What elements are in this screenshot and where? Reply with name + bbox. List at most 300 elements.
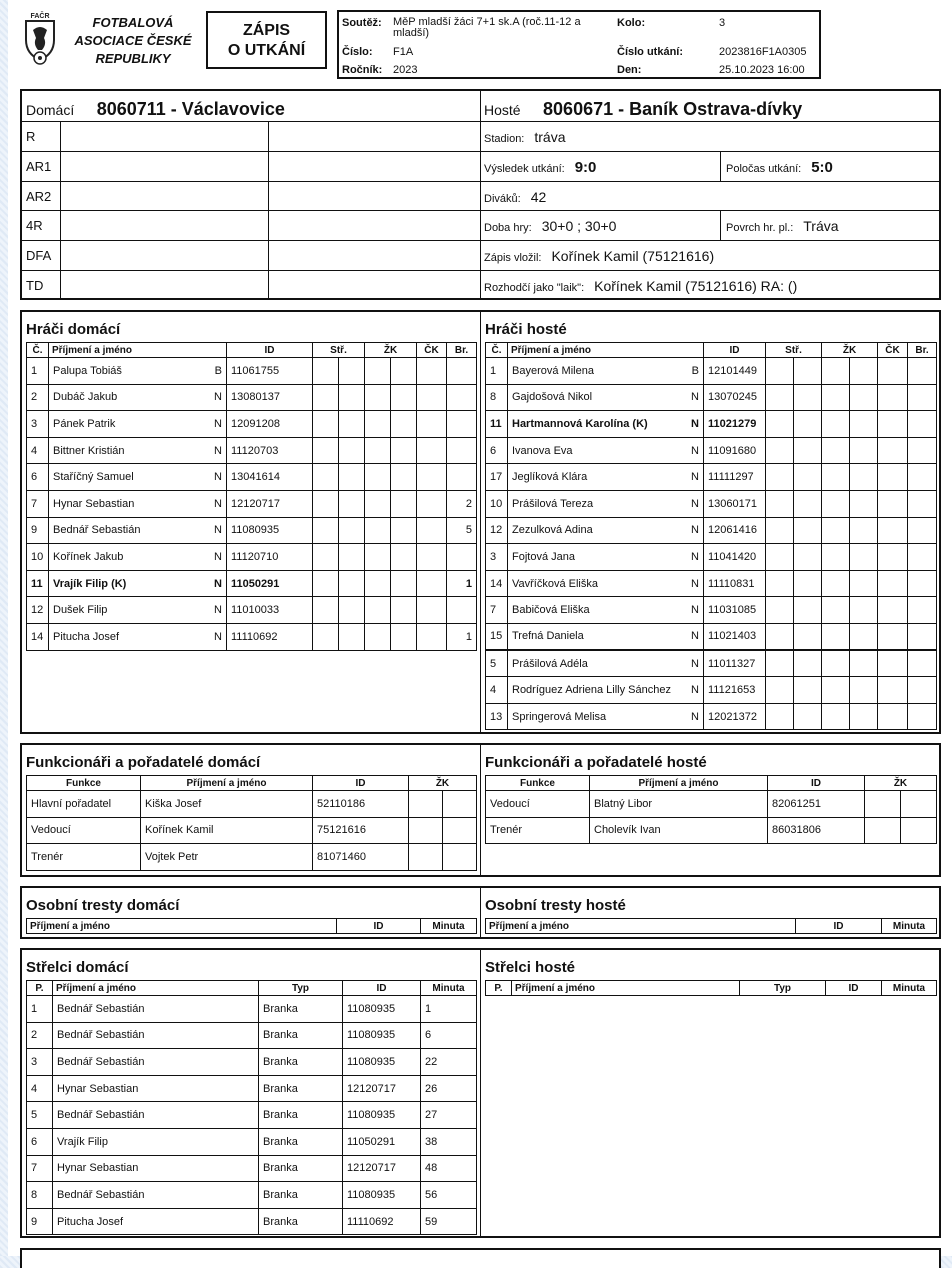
player-type: B [214,364,222,377]
scorer-minute: 1 [421,996,477,1023]
players-box [20,310,941,734]
empty-cell [794,437,822,464]
home-players-table: Č. Příjmení a jméno ID Stř. ŽK ČK Br. 1 Palupa Tobiáš B 11061755 2 Dubáč Jakub N 13080137 3 Pánek Patrik N 12091208 4 Bittner Kristián N 11120703 6 Staříčný Samuel N 13041614 7 Hynar Sebastian N 12120717 2 9 Bednář Sebastián N 11080935 5 10 Kořínek Jakub N 11120710 11 Vrajík Filip (K) N 11050291 1 12 Dušek Filip N 11010033 14 Pitucha Josef N 11110692 1 [26,342,477,651]
player-id: 12101449 [704,358,766,385]
scorer-type: Branka [259,1049,343,1076]
player-id: 11110831 [704,570,766,597]
player-row [486,703,937,730]
player-id: 11050291 [227,570,313,597]
scorer-id: 11050291 [343,1128,421,1155]
player-goals [447,384,477,411]
player-goals [908,650,937,677]
player-name-cell [508,703,704,730]
empty-cell [365,411,391,438]
player-type: N [691,657,699,670]
empty-cell [365,384,391,411]
player-row [486,411,937,438]
player-name: Jeglíková Klára [512,471,588,484]
stadium-value: tráva [534,129,566,145]
empty-cell [417,490,447,517]
player-row [27,464,477,491]
player-name: Prášilová Adéla [512,657,588,670]
empty-cell [794,384,822,411]
staff-id: 82061251 [768,791,865,818]
player-type: N [214,524,222,537]
scorer-minute: 22 [421,1049,477,1076]
empty-cell [766,437,794,464]
empty-cell [391,623,417,650]
player-row [486,384,937,411]
player-name-cell [49,623,227,650]
home-label: Domácí [26,102,75,118]
empty-cell [850,597,878,624]
empty-cell [822,623,850,650]
player-id: 11021403 [704,623,766,650]
empty-cell [766,623,794,650]
spectators-value: 42 [530,189,547,205]
empty-cell [391,411,417,438]
empty-cell [794,597,822,624]
player-number: 4 [27,437,49,464]
empty-cell [313,623,339,650]
empty-cell [313,544,339,571]
empty-cell [850,570,878,597]
player-goals [908,411,937,438]
empty-cell [865,817,901,844]
empty-cell [339,570,365,597]
scorer-id: 12120717 [343,1075,421,1102]
empty-cell [313,490,339,517]
empty-cell [365,597,391,624]
player-id: 13041614 [227,464,313,491]
svg-text:FAČR: FAČR [30,13,50,20]
player-name: Dušek Filip [53,604,108,617]
player-number: 14 [27,623,49,650]
player-id: 11091680 [704,437,766,464]
empty-cell [766,570,794,597]
empty-cell [850,544,878,571]
empty-cell [850,703,878,730]
scorer-minute: 38 [421,1128,477,1155]
scorer-row [27,1075,477,1102]
empty-cell [878,597,908,624]
empty-cell [417,464,447,491]
scorer-row [27,1182,477,1209]
player-id: 11120703 [227,437,313,464]
player-number: 11 [27,570,49,597]
empty-cell [850,384,878,411]
player-id: 11011327 [704,650,766,677]
empty-cell [822,703,850,730]
empty-cell [365,437,391,464]
player-name-cell [508,464,704,491]
empty-cell [878,703,908,730]
empty-cell [339,490,365,517]
player-id: 11121653 [704,677,766,704]
empty-cell [794,623,822,650]
player-name: Hynar Sebastian [53,497,135,510]
empty-cell [417,384,447,411]
player-id: 12091208 [227,411,313,438]
away-staff-title: Funkcionáři a pořadatelé hosté [485,754,707,771]
player-type: N [691,444,699,457]
player-type: N [214,444,222,457]
scorer-id: 11080935 [343,1182,421,1209]
match-info-box: Soutěž: MěP mladší žáci 7+1 sk.A (roč.11-12 a mladší) Číslo: F1A Ročník: 2023 Kolo: 3 Číslo utkání: 2023816F1A0305 Den: 25.10.2023 16:00 [337,10,821,79]
empty-cell [878,411,908,438]
player-number: 9 [27,517,49,544]
scorer-name: Vrajík Filip [53,1128,259,1155]
player-number: 6 [486,437,508,464]
empty-cell [878,490,908,517]
scorer-id: 11080935 [343,996,421,1023]
federation-name: FOTBALOVÁ ASOCIACE ČESKÉ REPUBLIKY [74,15,192,66]
empty-cell [766,597,794,624]
player-name: Zezulková Adina [512,524,593,537]
scorer-minute: 27 [421,1102,477,1129]
player-name-cell [508,384,704,411]
player-name-cell [49,411,227,438]
staff-row [486,791,937,818]
home-players-title: Hráči domácí [26,321,121,338]
staff-name: Blatný Libor [590,791,768,818]
player-id: 11041420 [704,544,766,571]
player-type: N [691,550,699,563]
player-id: 11120710 [227,544,313,571]
empty-cell [365,490,391,517]
player-row [486,490,937,517]
empty-cell [339,464,365,491]
next-section-box [20,1248,941,1268]
staff-role: Trenér [27,844,141,871]
player-name-cell [508,677,704,704]
home-team: 8060711 - Václavovice [96,99,285,119]
player-goals [908,464,937,491]
player-row [27,517,477,544]
home-penalties-table: Příjmení a jméno ID Minuta [26,918,477,934]
player-number: 10 [486,490,508,517]
player-id: 12021372 [704,703,766,730]
player-goals: 5 [447,517,477,544]
player-name: Kořínek Jakub [53,550,124,563]
empty-cell [313,517,339,544]
staff-id: 52110186 [313,791,409,818]
player-type: N [214,630,222,643]
player-id: 11021279 [704,411,766,438]
player-row [486,570,937,597]
scorer-row [27,1128,477,1155]
player-name-cell [508,437,704,464]
empty-cell [850,358,878,385]
player-goals [908,490,937,517]
competition-number: F1A [393,46,414,58]
player-number: 7 [486,597,508,624]
player-name: Babičová Eliška [512,604,590,617]
scorer-name: Bednář Sebastián [53,1102,259,1129]
empty-cell [417,358,447,385]
empty-cell [339,544,365,571]
player-type: N [214,577,222,590]
empty-cell [443,817,477,844]
scorer-row [27,1155,477,1182]
player-name: Ivanova Eva [512,444,573,457]
player-name: Bittner Kristián [53,444,125,457]
staff-row [486,817,937,844]
player-type: N [691,524,699,537]
staff-id: 75121616 [313,817,409,844]
player-type: N [691,497,699,510]
empty-cell [409,791,443,818]
empty-cell [391,464,417,491]
official-role-label: TD [26,278,44,293]
empty-cell [766,490,794,517]
staff-name: Vojtek Petr [141,844,313,871]
empty-cell [417,570,447,597]
empty-cell [417,411,447,438]
empty-cell [850,411,878,438]
player-name-cell [508,650,704,677]
empty-cell [878,544,908,571]
player-goals [908,597,937,624]
player-name: Prášilová Tereza [512,497,594,510]
empty-cell [417,597,447,624]
empty-cell [822,677,850,704]
player-name: Gajdošová Nikol [512,391,593,404]
empty-cell [878,623,908,650]
empty-cell [443,844,477,871]
player-name: Pitucha Josef [53,630,120,643]
player-goals [447,411,477,438]
match-number-value: 2023816F1A0305 [719,46,807,58]
scorer-type: Branka [259,1022,343,1049]
empty-cell [339,517,365,544]
empty-cell [865,791,901,818]
empty-cell [822,517,850,544]
empty-cell [313,384,339,411]
player-row [27,597,477,624]
player-number: 8 [486,384,508,411]
empty-cell [878,677,908,704]
empty-cell [901,791,937,818]
player-name-cell [508,358,704,385]
player-id: 13070245 [704,384,766,411]
player-row [27,384,477,411]
empty-cell [822,464,850,491]
empty-cell [417,517,447,544]
player-number: 17 [486,464,508,491]
staff-role: Vedoucí [486,791,590,818]
official-role-label: AR1 [26,158,52,174]
duration-value: 30+0 ; 30+0 [541,218,617,234]
player-number: 11 [486,411,508,438]
scorer-minute: 26 [421,1075,477,1102]
empty-cell [339,623,365,650]
empty-cell [850,490,878,517]
scorer-minute: 56 [421,1182,477,1209]
empty-cell [313,358,339,385]
staff-row [27,791,477,818]
empty-cell [766,358,794,385]
player-number: 12 [486,517,508,544]
player-type: N [214,497,222,510]
empty-cell [417,623,447,650]
player-row [27,411,477,438]
empty-cell [878,384,908,411]
scorer-order: 3 [27,1049,53,1076]
player-row [27,490,477,517]
player-row [486,650,937,677]
staff-name: Cholevík Ivan [590,817,768,844]
player-row [27,358,477,385]
player-name: Vavříčková Eliška [512,577,598,590]
player-goals: 2 [447,490,477,517]
empty-cell [766,650,794,677]
player-goals: 1 [447,570,477,597]
scorer-type: Branka [259,1155,343,1182]
empty-cell [391,544,417,571]
scorer-id: 11080935 [343,1022,421,1049]
empty-cell [365,623,391,650]
empty-cell [766,411,794,438]
scorer-order: 6 [27,1128,53,1155]
empty-cell [409,817,443,844]
player-goals: 1 [447,623,477,650]
empty-cell [822,384,850,411]
empty-cell [313,437,339,464]
player-name-cell [49,464,227,491]
empty-cell [766,384,794,411]
player-name: Rodríguez Adriena Lilly Sánchez [512,683,671,696]
player-name-cell [49,490,227,517]
player-goals [447,544,477,571]
home-staff-title: Funkcionáři a pořadatelé domácí [26,754,261,771]
facr-logo [20,10,60,66]
player-type: N [214,604,222,617]
empty-cell [822,490,850,517]
empty-cell [850,517,878,544]
scorer-name: Pitucha Josef [53,1208,259,1235]
scorer-minute: 6 [421,1022,477,1049]
player-name-cell [49,570,227,597]
empty-cell [822,411,850,438]
empty-cell [766,703,794,730]
away-team: 8060671 - Baník Ostrava-dívky [543,99,803,119]
scorer-id: 11080935 [343,1102,421,1129]
player-name: Bayerová Milena [512,364,594,377]
scorer-order: 4 [27,1075,53,1102]
scorer-id: 11110692 [343,1208,421,1235]
empty-cell [365,358,391,385]
scorer-row [27,996,477,1023]
scorer-order: 9 [27,1208,53,1235]
player-type: N [691,683,699,696]
empty-cell [313,570,339,597]
player-id: 13080137 [227,384,313,411]
staff-id: 86031806 [768,817,865,844]
scorer-order: 8 [27,1182,53,1209]
empty-cell [822,570,850,597]
empty-cell [365,570,391,597]
player-number: 4 [486,677,508,704]
empty-cell [794,570,822,597]
player-number: 12 [27,597,49,624]
empty-cell [417,544,447,571]
away-label: Hosté [484,102,521,118]
player-type: N [691,417,699,430]
penalties-box [20,886,941,939]
empty-cell [365,464,391,491]
player-goals [908,437,937,464]
player-row [486,677,937,704]
empty-cell [391,490,417,517]
away-staff-table: Funkce Příjmení a jméno ID ŽK Vedoucí Blatný Libor 82061251 Trenér Cholevík Ivan 86031806 [485,775,937,844]
scorer-order: 7 [27,1155,53,1182]
empty-cell [391,358,417,385]
scorer-id: 11080935 [343,1049,421,1076]
empty-cell [822,650,850,677]
player-row [486,623,937,650]
empty-cell [391,570,417,597]
empty-cell [391,384,417,411]
competition-value: MěP mladší žáci 7+1 sk.A (roč.11-12 a mladší) [393,16,581,39]
player-goals [447,437,477,464]
empty-cell [794,544,822,571]
player-name: Dubáč Jakub [53,391,118,404]
player-row [486,358,937,385]
scorer-type: Branka [259,1182,343,1209]
empty-cell [794,464,822,491]
staff-row [27,844,477,871]
empty-cell [443,791,477,818]
scorer-name: Hynar Sebastian [53,1155,259,1182]
player-id: 12061416 [704,517,766,544]
empty-cell [365,517,391,544]
empty-cell [878,358,908,385]
empty-cell [409,844,443,871]
player-type: N [691,710,699,723]
player-name-cell [508,411,704,438]
empty-cell [794,411,822,438]
match-date-value: 25.10.2023 16:00 [719,64,805,76]
player-type: N [691,471,699,484]
player-number: 13 [486,703,508,730]
player-number: 2 [27,384,49,411]
player-id: 11111297 [704,464,766,491]
scorers-box [20,948,941,1238]
empty-cell [339,358,365,385]
player-number: 3 [27,411,49,438]
player-name: Bednář Sebastián [53,524,141,537]
staff-id: 81071460 [313,844,409,871]
empty-cell [822,597,850,624]
scorer-type: Branka [259,1208,343,1235]
player-type: B [691,364,699,377]
player-type: N [214,471,222,484]
player-name-cell [508,570,704,597]
player-name: Staříčný Samuel [53,471,134,484]
official-role-label: DFA [26,248,52,264]
player-type: N [214,417,222,430]
player-type: N [691,577,699,590]
player-name: Vrajík Filip (K) [53,577,127,590]
empty-cell [850,437,878,464]
empty-cell [365,544,391,571]
round-value: 3 [719,17,726,29]
player-row [27,570,477,597]
player-id: 11010033 [227,597,313,624]
player-type: N [691,604,699,617]
scorer-name: Bednář Sebastián [53,1182,259,1209]
